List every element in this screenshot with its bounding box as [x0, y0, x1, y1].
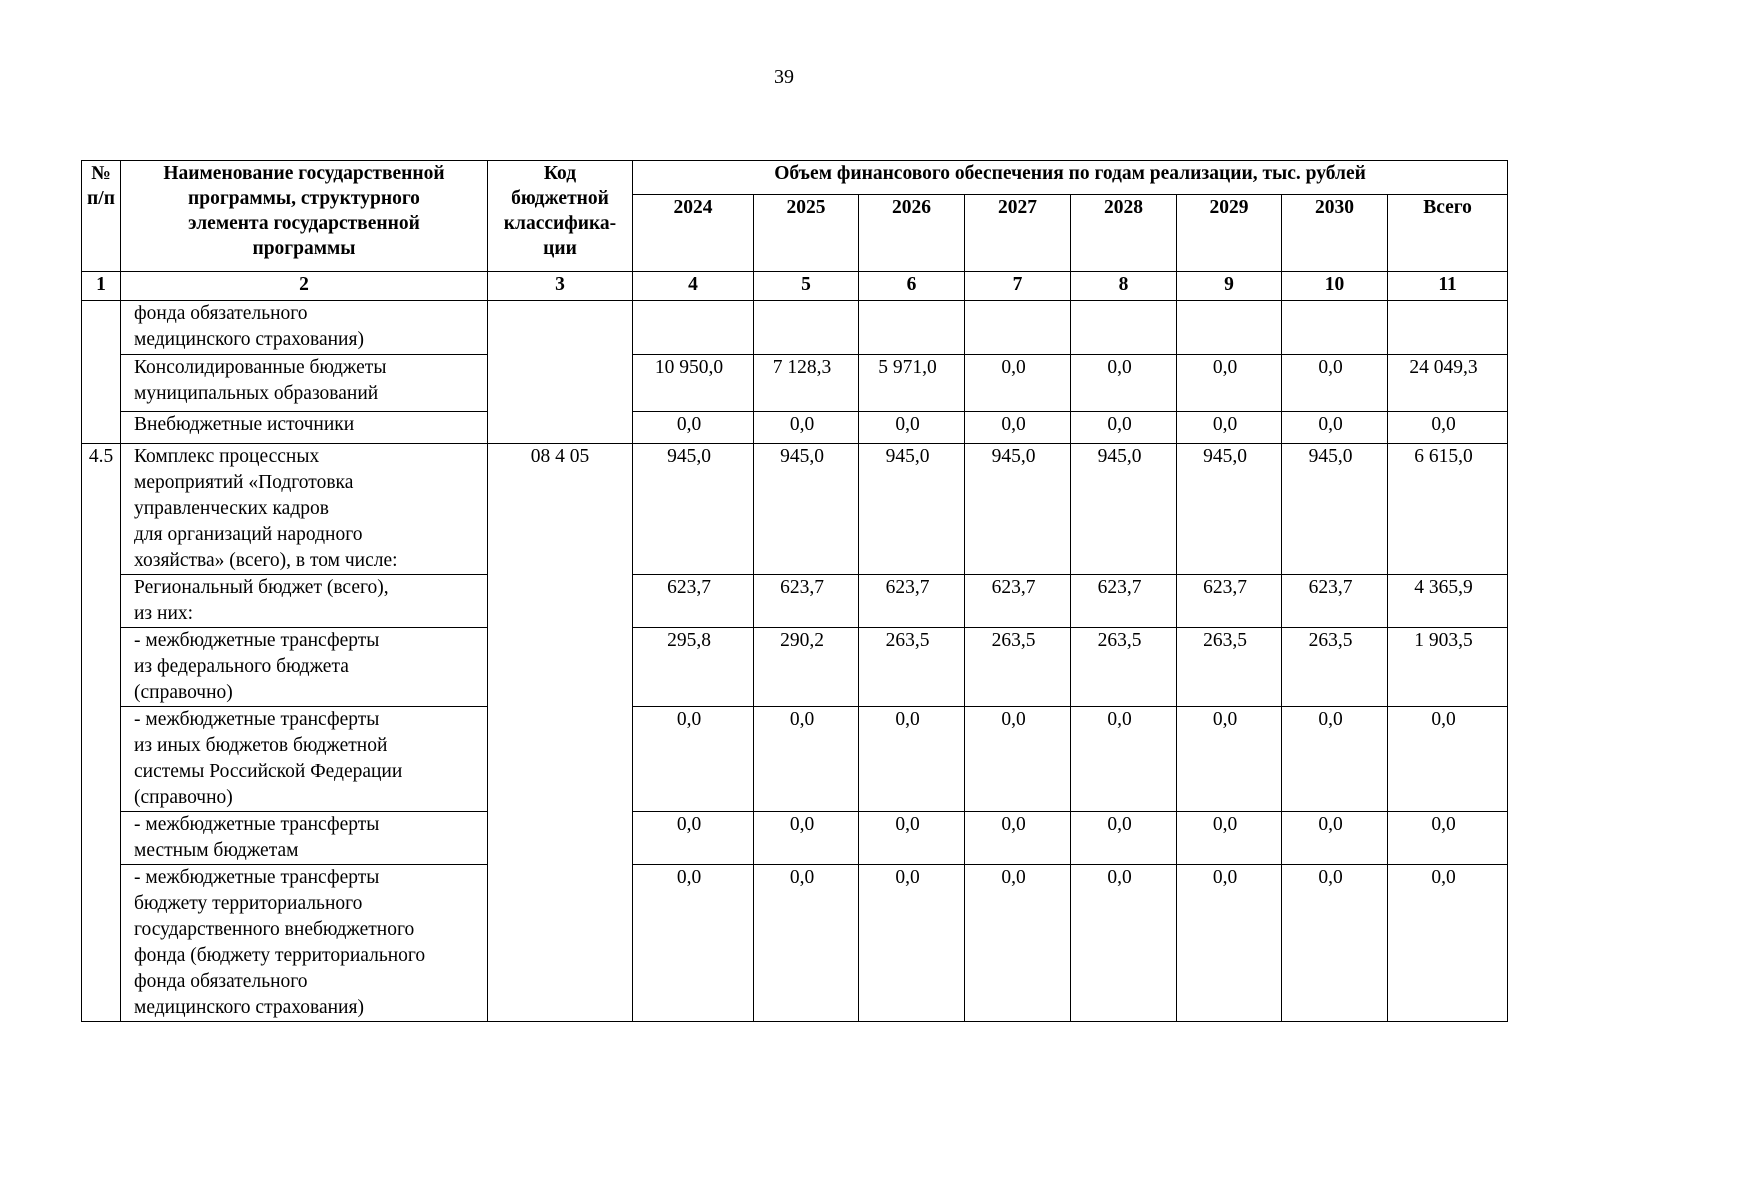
page-number: 39 — [774, 66, 794, 88]
row-name: - межбюджетные трансферты местным бюджетам — [121, 812, 488, 865]
table-row — [82, 628, 1508, 707]
value-cell: 263,5 — [1071, 628, 1177, 707]
header-col-volume: Объем финансового обеспечения по годам реализации, тыс. рублей — [633, 161, 1508, 195]
value-cell: 0,0 — [965, 812, 1071, 865]
table-row — [82, 444, 1508, 575]
header-year-2029: 2029 — [1177, 195, 1282, 272]
header-year-2024: 2024 — [633, 195, 754, 272]
value-cell — [1071, 301, 1177, 355]
row-name: Консолидированные бюджеты муниципальных образований — [121, 355, 488, 412]
row-name: - межбюджетные трансферты из федерального бюджета (справочно) — [121, 628, 488, 707]
value-cell: 263,5 — [1282, 628, 1388, 707]
value-cell: 945,0 — [1282, 444, 1388, 575]
value-cell: 6 615,0 — [1388, 444, 1508, 575]
value-cell: 0,0 — [633, 412, 754, 444]
value-cell — [1282, 301, 1388, 355]
row-name: - межбюджетные трансферты из иных бюджетов бюджетной системы Российской Федерации (справочно) — [121, 707, 488, 812]
value-cell: 1 903,5 — [1388, 628, 1508, 707]
value-cell: 945,0 — [859, 444, 965, 575]
table-row — [82, 301, 1508, 355]
value-cell: 0,0 — [633, 865, 754, 1022]
value-cell: 623,7 — [1071, 575, 1177, 628]
column-number-5: 5 — [754, 272, 859, 301]
column-number-4: 4 — [633, 272, 754, 301]
table-row — [82, 355, 1508, 412]
table-row — [82, 575, 1508, 628]
header-year-2027: 2027 — [965, 195, 1071, 272]
value-cell: 0,0 — [1282, 865, 1388, 1022]
value-cell — [859, 301, 965, 355]
column-number-3: 3 — [488, 272, 633, 301]
row-number: 4.5 — [82, 444, 121, 1022]
value-cell: 0,0 — [754, 812, 859, 865]
value-cell: 0,0 — [633, 812, 754, 865]
column-number-2: 2 — [121, 272, 488, 301]
header-year-2026: 2026 — [859, 195, 965, 272]
row-name: Комплекс процессных мероприятий «Подготовка управленческих кадров для организаций народного хозяйства» (всего), в том числе: — [121, 444, 488, 575]
table-row — [82, 812, 1508, 865]
value-cell: 4 365,9 — [1388, 575, 1508, 628]
value-cell: 0,0 — [1177, 812, 1282, 865]
value-cell: 0,0 — [1388, 707, 1508, 812]
value-cell: 0,0 — [1177, 355, 1282, 412]
value-cell: 0,0 — [859, 865, 965, 1022]
value-cell: 623,7 — [633, 575, 754, 628]
value-cell: 0,0 — [1071, 707, 1177, 812]
value-cell — [965, 301, 1071, 355]
header-col-number: № п/п — [82, 161, 121, 272]
row-name: Региональный бюджет (всего), из них: — [121, 575, 488, 628]
row-name: Внебюджетные источники — [121, 412, 488, 444]
row-code: 08 4 05 — [488, 444, 633, 1022]
value-cell: 623,7 — [965, 575, 1071, 628]
value-cell: 0,0 — [1071, 355, 1177, 412]
value-cell: 263,5 — [965, 628, 1071, 707]
value-cell: 0,0 — [1388, 412, 1508, 444]
row-name: - межбюджетные трансферты бюджету территориального государственного внебюджетного фонда (бюджету территориального фонда обязательного медицинского страхования) — [121, 865, 488, 1022]
column-number-11: 11 — [1388, 272, 1508, 301]
value-cell: 0,0 — [754, 412, 859, 444]
value-cell: 0,0 — [965, 707, 1071, 812]
value-cell: 7 128,3 — [754, 355, 859, 412]
value-cell: 24 049,3 — [1388, 355, 1508, 412]
value-cell: 263,5 — [1177, 628, 1282, 707]
value-cell: 0,0 — [1282, 412, 1388, 444]
financing-table — [81, 160, 1508, 1022]
value-cell: 263,5 — [859, 628, 965, 707]
value-cell: 945,0 — [965, 444, 1071, 575]
header-year-2030: 2030 — [1282, 195, 1388, 272]
row-name: фонда обязательного медицинского страхования) — [121, 301, 488, 355]
table-row — [82, 412, 1508, 444]
value-cell: 290,2 — [754, 628, 859, 707]
value-cell: 945,0 — [754, 444, 859, 575]
column-number-8: 8 — [1071, 272, 1177, 301]
row-code — [488, 301, 633, 444]
value-cell: 0,0 — [1282, 355, 1388, 412]
row-number — [82, 301, 121, 444]
value-cell: 0,0 — [1071, 865, 1177, 1022]
value-cell: 623,7 — [1282, 575, 1388, 628]
value-cell: 5 971,0 — [859, 355, 965, 412]
column-number-10: 10 — [1282, 272, 1388, 301]
value-cell: 0,0 — [1388, 812, 1508, 865]
header-year-2025: 2025 — [754, 195, 859, 272]
value-cell: 623,7 — [754, 575, 859, 628]
value-cell: 0,0 — [1071, 412, 1177, 444]
value-cell: 0,0 — [965, 355, 1071, 412]
value-cell: 0,0 — [1177, 412, 1282, 444]
column-number-9: 9 — [1177, 272, 1282, 301]
value-cell: 0,0 — [633, 707, 754, 812]
header-year-2028: 2028 — [1071, 195, 1177, 272]
value-cell: 945,0 — [1071, 444, 1177, 575]
header-total: Всего — [1388, 195, 1508, 272]
value-cell: 0,0 — [754, 865, 859, 1022]
value-cell: 0,0 — [1282, 707, 1388, 812]
table-row — [82, 865, 1508, 1022]
column-number-1: 1 — [82, 272, 121, 301]
value-cell: 10 950,0 — [633, 355, 754, 412]
header-col-code: Код бюджетной классифика- ции — [488, 161, 633, 272]
column-number-6: 6 — [859, 272, 965, 301]
value-cell: 0,0 — [1282, 812, 1388, 865]
value-cell — [754, 301, 859, 355]
value-cell: 0,0 — [1177, 865, 1282, 1022]
value-cell — [633, 301, 754, 355]
value-cell: 623,7 — [1177, 575, 1282, 628]
value-cell: 945,0 — [633, 444, 754, 575]
value-cell: 945,0 — [1177, 444, 1282, 575]
header-col-name: Наименование государственной программы, структурного элемента государственной программы — [121, 161, 488, 272]
value-cell: 0,0 — [1071, 812, 1177, 865]
column-number-7: 7 — [965, 272, 1071, 301]
value-cell: 0,0 — [965, 412, 1071, 444]
value-cell — [1177, 301, 1282, 355]
table-row — [82, 707, 1508, 812]
value-cell: 623,7 — [859, 575, 965, 628]
value-cell: 0,0 — [1388, 865, 1508, 1022]
value-cell: 295,8 — [633, 628, 754, 707]
value-cell: 0,0 — [859, 707, 965, 812]
value-cell: 0,0 — [754, 707, 859, 812]
value-cell — [1388, 301, 1508, 355]
value-cell: 0,0 — [965, 865, 1071, 1022]
value-cell: 0,0 — [1177, 707, 1282, 812]
value-cell: 0,0 — [859, 412, 965, 444]
value-cell: 0,0 — [859, 812, 965, 865]
